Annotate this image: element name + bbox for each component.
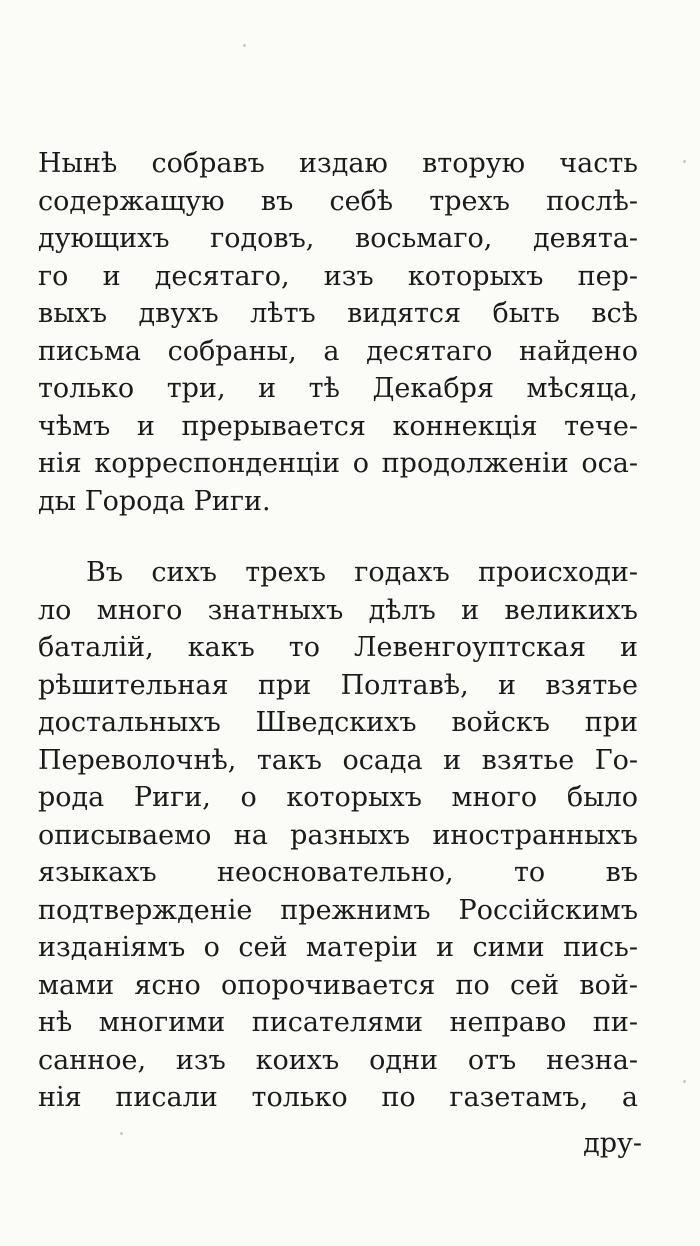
paper-speck — [683, 160, 686, 163]
text-line: санное, изъ коихъ одни отъ незна- — [38, 1044, 638, 1076]
paper-speck — [120, 1132, 123, 1135]
catchword: дру- — [583, 1128, 642, 1159]
text-line: нѣ многими писателями неправо пи- — [38, 1007, 638, 1038]
text-line: рода Риги, о которыхъ много было — [38, 782, 638, 813]
paragraph-2 — [38, 554, 638, 1117]
text-line: го и десятаго, изъ которыхъ пер- — [38, 260, 638, 292]
text-line: содержащую въ себѣ трехъ послѣ- — [38, 185, 638, 217]
text-line: Переволочнѣ, такъ осада и взятье Го- — [38, 744, 638, 776]
text-line: баталій, какъ то Левенгоуптская и — [38, 632, 638, 663]
text-line: мами ясно опорочивается по сей вой- — [38, 969, 638, 1001]
paper-speck — [243, 44, 246, 47]
text-line: подтвержденіе прежнимъ Россійскимъ — [38, 894, 638, 926]
text-line: ды Города Риги. — [38, 485, 271, 517]
text-line: ло много знатныхъ дѣлъ и великихъ — [38, 594, 638, 626]
text-line: языкахъ неосновательно, то въ — [38, 857, 638, 888]
text-line: только три, и тѣ Декабря мѣсяца, — [38, 373, 638, 404]
text-line: нія писали только по газетамъ, а — [38, 1082, 638, 1113]
text-line: достальныхъ Шведскихъ войскъ при — [38, 707, 638, 738]
text-line: рѣшительная при Полтавѣ, и взятье — [38, 669, 638, 701]
text-line: Въ сихъ трехъ годахъ происходи- — [86, 557, 638, 588]
text-line: нія корреспонденціи о продолженіи оса- — [38, 448, 638, 479]
text-line: выхъ двухъ лѣтъ видятся быть всѣ — [38, 298, 638, 329]
text-line: изданіямъ о сей матеріи и сими пись- — [38, 932, 638, 963]
text-line: Нынѣ собравъ издаю вторую часть — [38, 148, 638, 179]
text-line: чѣмъ и прерывается коннекція тече- — [38, 410, 638, 442]
paper-speck — [683, 1080, 686, 1083]
text-line: описываемо на разныхъ иностранныхъ — [38, 819, 638, 851]
text-line: письма собраны, а десятаго найдено — [38, 335, 638, 367]
paragraph-1 — [38, 145, 638, 520]
text-line: дующихъ годовъ, восьмаго, девята- — [38, 223, 638, 254]
